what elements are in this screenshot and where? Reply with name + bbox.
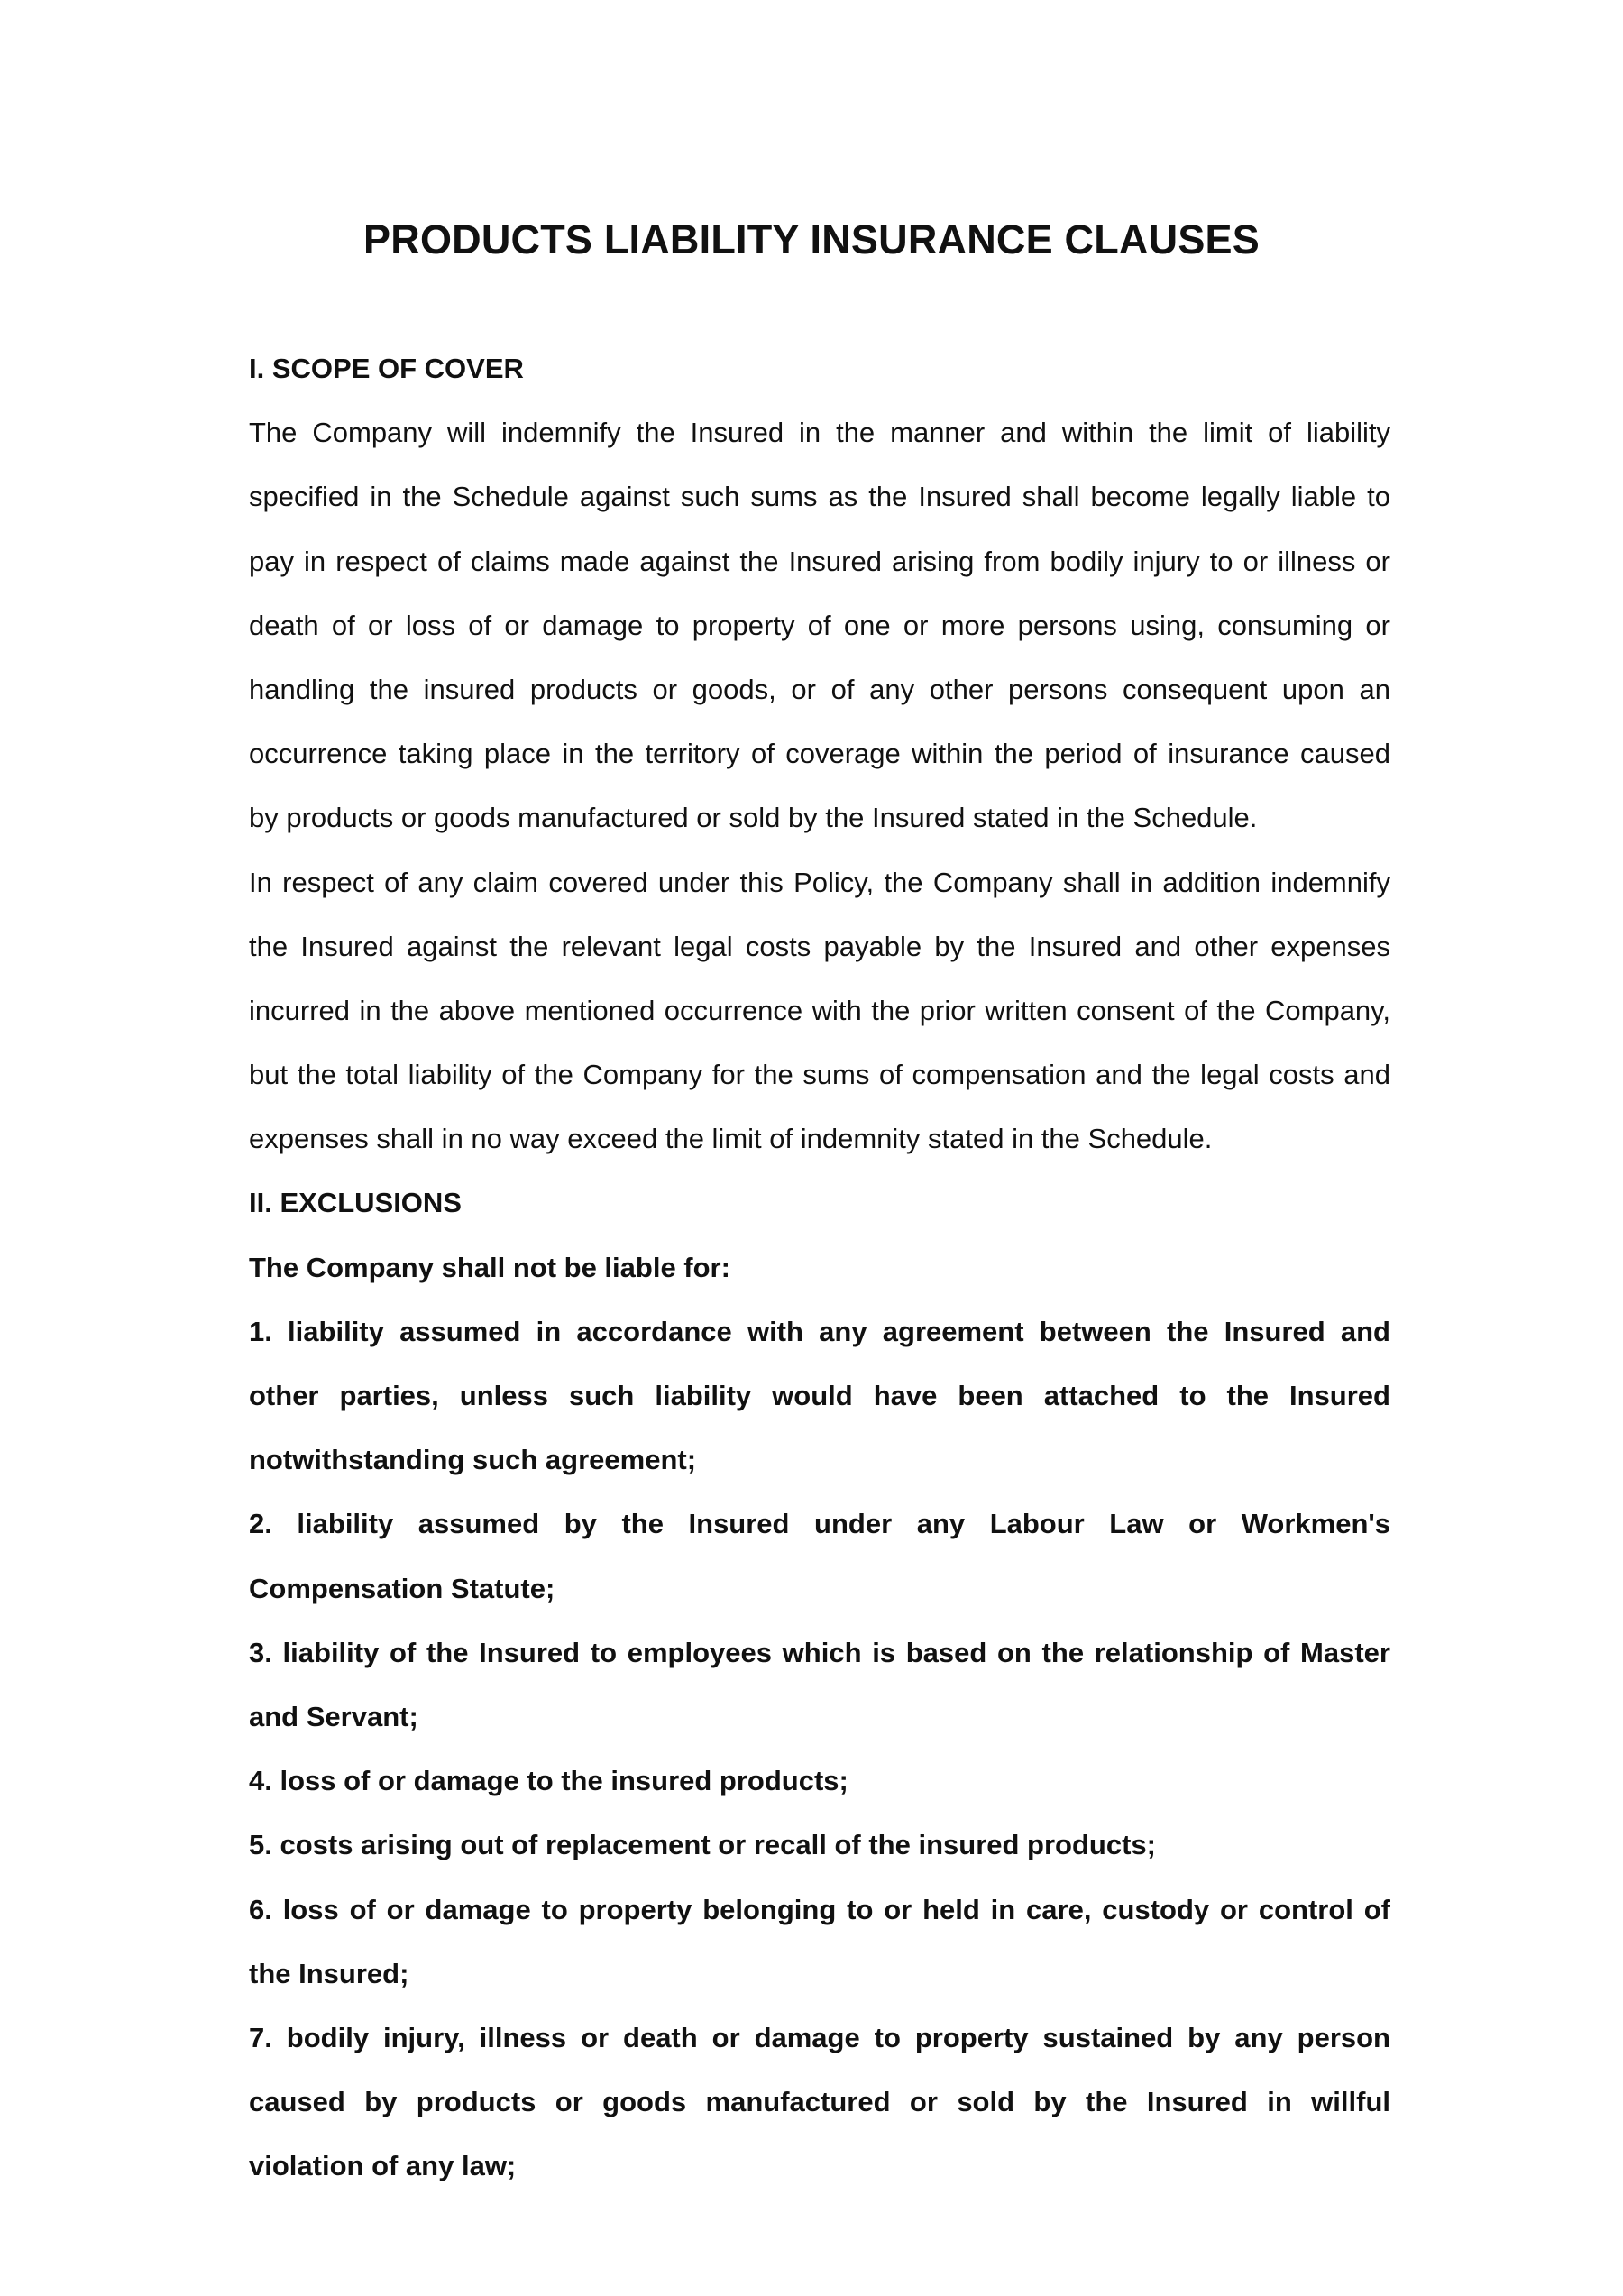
scope-paragraph-1 — [249, 400, 1390, 850]
exclusion-line: Compensation Statute; — [249, 1572, 555, 1604]
exclusion-line: notwithstanding such agreement; — [249, 1444, 697, 1476]
exclusion-item-5 — [249, 1813, 1390, 1877]
paragraph-line: occurrence taking place in the territory of coverage within the period of insurance caused — [249, 738, 1390, 770]
exclusion-line: violation of any law; — [249, 2150, 517, 2182]
exclusion-line: 5. costs arising out of replacement or recall of the insured products; — [249, 1829, 1156, 1861]
paragraph-line: death of or loss of or damage to property of one or more persons using, consuming or — [249, 609, 1390, 641]
paragraph-line: specified in the Schedule against such sums as the Insured shall become legally liable to — [249, 481, 1390, 513]
exclusion-item-1 — [249, 1300, 1390, 1492]
exclusion-item-2 — [249, 1492, 1390, 1620]
exclusion-line: 2. liability assumed by the Insured under any Labour Law or Workmen's — [249, 1508, 1390, 1540]
section-heading-exclusions: II. EXCLUSIONS — [249, 1187, 462, 1219]
exclusion-line: 3. liability of the Insured to employees which is based on the relationship of Master — [249, 1636, 1390, 1668]
exclusion-line: 1. liability assumed in accordance with any agreement between the Insured and — [249, 1315, 1390, 1347]
paragraph-line: handling the insured products or goods, or of any other persons consequent upon an — [249, 673, 1390, 705]
document-body — [249, 336, 1390, 2198]
exclusion-line: other parties, unless such liability would have been attached to the Insured — [249, 1380, 1390, 1411]
paragraph-line: but the total liability of the Company for the sums of compensation and the legal costs and — [249, 1059, 1390, 1091]
scope-paragraph-2 — [249, 850, 1390, 1171]
exclusion-item-4 — [249, 1749, 1390, 1813]
exclusion-line: and Servant; — [249, 1700, 418, 1732]
paragraph-line: pay in respect of claims made against the Insured arising from bodily injury to or illness or — [249, 545, 1390, 577]
paragraph-line: the Insured against the relevant legal costs payable by the Insured and other expenses — [249, 930, 1390, 962]
paragraph-line: In respect of any claim covered under this Policy, the Company shall in addition indemnify — [249, 866, 1390, 898]
exclusion-item-3 — [249, 1621, 1390, 1749]
exclusion-item-6 — [249, 1878, 1390, 2006]
exclusion-item-7 — [249, 2006, 1390, 2199]
exclusion-line: 6. loss of or damage to property belonging to or held in care, custody or control of — [249, 1893, 1390, 1925]
paragraph-line: incurred in the above mentioned occurrence with the prior written consent of the Company, — [249, 994, 1390, 1026]
exclusion-line: 7. bodily injury, illness or death or damage to property sustained by any person — [249, 2021, 1390, 2053]
exclusion-line: 4. loss of or damage to the insured products; — [249, 1765, 848, 1797]
exclusions-intro: The Company shall not be liable for: — [249, 1251, 730, 1283]
section-heading-scope-of-cover: I. SCOPE OF COVER — [249, 353, 524, 384]
paragraph-line: expenses shall in no way exceed the limit of indemnity stated in the Schedule. — [249, 1123, 1213, 1155]
paragraph-line: by products or goods manufactured or sold by the Insured stated in the Schedule. — [249, 802, 1258, 834]
document-title: PRODUCTS LIABILITY INSURANCE CLAUSES — [363, 216, 1260, 262]
exclusion-line: caused by products or goods manufactured or sold by the Insured in willful — [249, 2086, 1390, 2118]
exclusion-line: the Insured; — [249, 1957, 409, 1989]
paragraph-line: The Company will indemnify the Insured in the manner and within the limit of liability — [249, 417, 1390, 449]
